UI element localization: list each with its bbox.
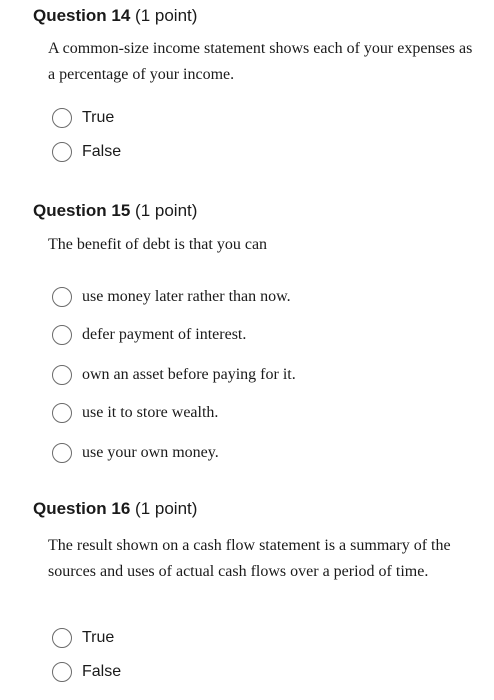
question-15-points: (1 point) [135, 201, 198, 220]
radio-button[interactable] [52, 403, 72, 423]
question-15-option-1[interactable] [52, 285, 291, 309]
question-15-option-3[interactable] [52, 363, 296, 387]
option-label: use your own money. [82, 444, 219, 461]
question-15-text: The benefit of debt is that you can [48, 236, 268, 253]
option-label: False [82, 663, 122, 680]
question-16-points: (1 point) [135, 499, 198, 518]
question-15-option-2[interactable] [52, 323, 246, 347]
radio-button[interactable] [52, 325, 72, 345]
radio-button[interactable] [52, 365, 72, 385]
option-label: True [82, 109, 115, 126]
question-16-option-false[interactable] [52, 660, 121, 684]
question-16-number: Question 16 [33, 499, 131, 518]
question-16-option-true[interactable] [52, 626, 114, 650]
question-14-option-true[interactable] [52, 106, 114, 130]
question-14-points: (1 point) [135, 6, 198, 25]
radio-button[interactable] [52, 108, 72, 128]
option-label: False [82, 143, 122, 160]
radio-button[interactable] [52, 628, 72, 648]
radio-button[interactable] [52, 287, 72, 307]
radio-button[interactable] [52, 662, 72, 682]
question-14-option-false[interactable] [52, 140, 121, 164]
question-15-option-4[interactable] [52, 401, 218, 425]
question-14-number: Question 14 [33, 6, 131, 25]
question-14-header [33, 5, 197, 27]
question-15-header [33, 200, 197, 222]
question-15-option-5[interactable] [52, 441, 219, 465]
radio-button[interactable] [52, 443, 72, 463]
option-label: True [82, 629, 115, 646]
option-label: use it to store wealth. [82, 404, 219, 421]
option-label: use money later rather than now. [82, 288, 291, 305]
question-15-number: Question 15 [33, 201, 131, 220]
question-16-text: The result shown on a cash flow statement is a summary of the sources and uses of actual cash flows over a period of time. [48, 537, 451, 580]
question-14-text: A common-size income statement shows each of your expenses as a percentage of your income. [48, 40, 473, 83]
radio-button[interactable] [52, 142, 72, 162]
option-label: defer payment of interest. [82, 326, 247, 343]
option-label: own an asset before paying for it. [82, 366, 296, 383]
question-16-header [33, 498, 197, 520]
